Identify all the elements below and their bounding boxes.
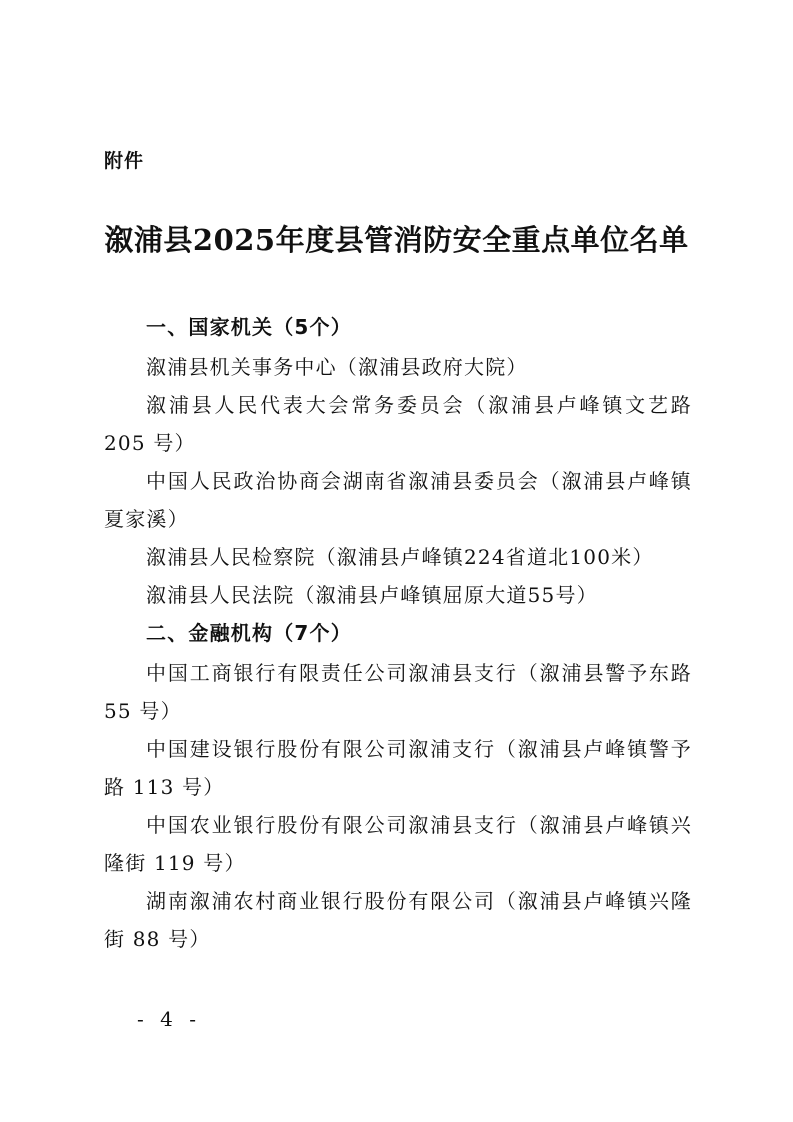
attachment-label: 附件 bbox=[104, 150, 145, 172]
list-item: 中国人民政治协商会湖南省溆浦县委员会（溆浦县卢峰镇夏家溪） bbox=[104, 469, 692, 531]
document-body bbox=[104, 308, 692, 958]
section-heading-finance: 二、金融机构（7个） bbox=[146, 621, 352, 645]
page-number: - 4 - bbox=[137, 1007, 201, 1031]
list-item: 溆浦县机关事务中心（溆浦县政府大院） bbox=[146, 355, 528, 379]
section-heading-government: 一、国家机关（5个） bbox=[146, 315, 352, 339]
document-title: 溆浦县2025年度县管消防安全重点单位名单 bbox=[104, 223, 689, 257]
list-item: 溆浦县人民检察院（溆浦县卢峰镇224省道北100米） bbox=[146, 545, 654, 569]
list-item: 中国建设银行股份有限公司溆浦支行（溆浦县卢峰镇警予路 113 号） bbox=[104, 737, 692, 799]
list-item: 溆浦县人民法院（溆浦县卢峰镇屈原大道55号） bbox=[146, 583, 598, 607]
list-item: 溆浦县人民代表大会常务委员会（溆浦县卢峰镇文艺路 205 号） bbox=[104, 393, 692, 455]
list-item: 湖南溆浦农村商业银行股份有限公司（溆浦县卢峰镇兴隆街 88 号） bbox=[104, 889, 692, 951]
list-item: 中国农业银行股份有限公司溆浦县支行（溆浦县卢峰镇兴隆街 119 号） bbox=[104, 813, 692, 875]
list-item: 中国工商银行有限责任公司溆浦县支行（溆浦县警予东路 55 号） bbox=[104, 661, 692, 723]
